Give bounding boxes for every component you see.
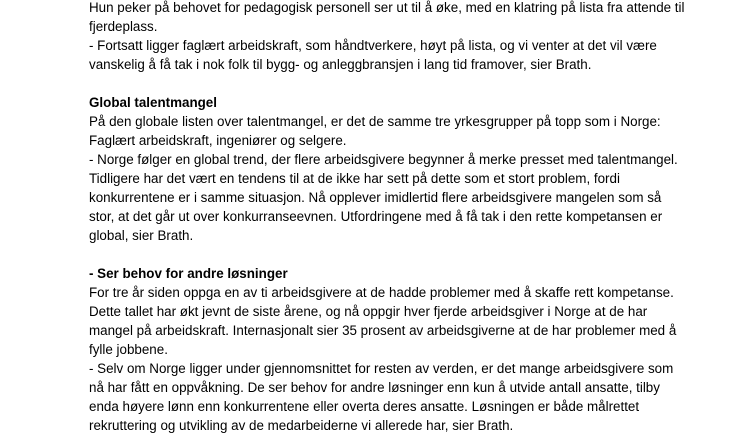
text-line: - Norge følger en global trend, der flere arbeidsgivere begynner å merke presset med talentmangel. (89, 152, 678, 167)
text-line: enda høyere lønn enn konkurrentene eller overta deres ansatte. Løsningen er både målrettet (89, 399, 640, 414)
text-line: For tre år siden oppga en av ti arbeidsgivere at de hadde problemer med å skaffe rett kompetanse. (89, 285, 674, 300)
section-heading: - Ser behov for andre løsninger (89, 266, 288, 281)
text-line: - Fortsatt ligger faglært arbeidskraft, som håndtverkere, høyt på lista, og vi venter at det vil være (89, 38, 657, 53)
text-line: Tidligere har det vært en tendens til at de ikke har sett på dette som et stort problem, fordi (89, 171, 620, 186)
text-line: På den globale listen over talentmangel, er det de samme tre yrkesgrupper på topp som i Norge: (89, 114, 661, 129)
text-line: fylle jobbene. (89, 342, 168, 357)
document-body (89, 0, 741, 435)
text-line: Dette tallet har økt jevnt de siste årene, og nå oppgir hver fjerde arbeidsgiver i Norge at de har (89, 304, 648, 319)
section-heading: Global talentmangel (89, 95, 217, 110)
text-line: mangel på arbeidskraft. Internasjonalt sier 35 prosent av arbeidsgiverne at de har problemer med å (89, 323, 677, 338)
text-line: rekruttering og utvikling av de medarbeiderne vi allerede har, sier Brath. (89, 418, 514, 433)
section-global-talentmangel (89, 93, 741, 245)
section-andre-losninger (89, 264, 741, 435)
text-line: vanskelig å få tak i nok folk til bygg- og anleggbransjen i lang tid framover, sier Brath. (89, 57, 592, 72)
paragraph-spacer (89, 245, 741, 264)
text-line: Hun peker på behovet for pedagogisk personell ser ut til å øke, med en klatring på lista fra attende til (89, 0, 685, 15)
text-line: global, sier Brath. (89, 228, 194, 243)
text-line: nå har fått en oppvåkning. De ser behov for andre løsninger enn kun å utvide antall ansatte, tilby (89, 380, 660, 395)
text-line: stor, at det går ut over konkurranseevnen. Utfordringene med å få tak i den rette kompetansen er (89, 209, 663, 224)
intro-paragraph (89, 0, 741, 74)
text-line: - Selv om Norge ligger under gjennomsnittet for resten av verden, er det mange arbeidsgivere som (89, 361, 674, 376)
paragraph-spacer (89, 74, 741, 93)
text-line: Faglært arbeidskraft, ingeniører og selgere. (89, 133, 347, 148)
text-line: fjerdeplass. (89, 19, 158, 34)
text-line: konkurrentene er i samme situasjon. Nå opplever imidlertid flere arbeidsgivere mangelen som så (89, 190, 662, 205)
